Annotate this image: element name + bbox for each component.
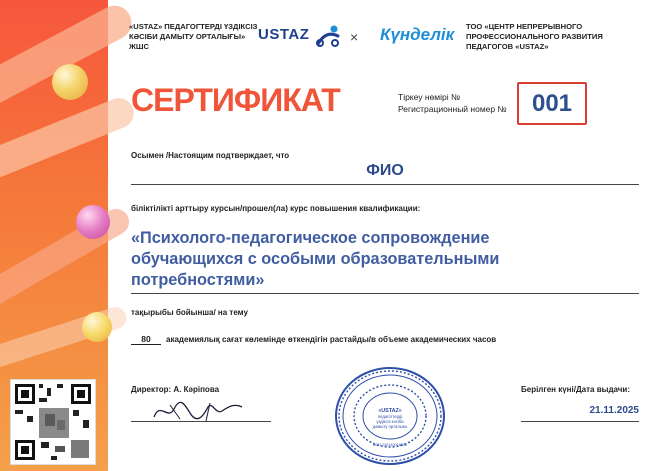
svg-text:БСН 240140018526: БСН 240140018526 <box>372 443 408 447</box>
svg-text:үздіксіз кәсіби: үздіксіз кәсіби <box>376 419 404 424</box>
kundelik-logo: Күнделік <box>380 25 455 44</box>
reg-label-ru: Регистрационный номер № <box>398 104 507 114</box>
reg-label-kz: Тіркеу нөмірі № <box>398 92 461 102</box>
svg-text:педагогтерді: педагогтерді <box>377 414 403 419</box>
course-title: «Психолого-педагогическое сопровождение обучающихся с особыми образовательными потребностями» <box>131 229 500 289</box>
yellow-ball-decoration <box>82 312 112 342</box>
course-underline <box>131 293 639 294</box>
certificate-title: СЕРТИФИКАТ <box>131 82 340 118</box>
registration-labels <box>398 91 507 115</box>
theme-label: тақырыбы бойынша/ на тему <box>131 308 248 317</box>
recipient-name: ФИО <box>366 162 404 179</box>
hours-value: 80 <box>131 334 161 345</box>
official-stamp <box>334 366 446 471</box>
ustaz-logo: USTAZ <box>258 26 310 43</box>
yellow-ball-decoration <box>52 64 88 100</box>
hours-text: академиялық сағат көлемінде өткендігін растайды/в объеме академических часов <box>166 335 497 344</box>
org-name-kz: «USTAZ» ПЕДАГОГТЕРДІ ҮЗДІКСІЗ КӘСІБИ ДАМЫТУ ОРТАЛЫҒЫ» ЖШС <box>129 22 258 51</box>
name-underline <box>131 184 639 185</box>
confirm-text: Осымен /Настоящим подтверждает, что <box>131 151 290 160</box>
issued-date: 21.11.2025 <box>589 405 639 416</box>
svg-text:«USTAZ»: «USTAZ» <box>378 408 402 414</box>
director-label: Директор: А. Кәріпова <box>131 385 220 394</box>
date-underline <box>521 421 639 422</box>
ribbon-decoration <box>0 304 129 377</box>
ribbon-decoration <box>0 94 138 197</box>
registration-number: 001 <box>517 82 587 125</box>
qr-code <box>10 379 96 465</box>
course-intro-text: біліктілікті арттыру курсын/прошел(ла) курс повышения квалификации: <box>131 204 421 213</box>
ribbon-decoration <box>0 204 134 322</box>
ustaz-person-icon <box>314 24 342 53</box>
director-underline <box>131 421 271 422</box>
issued-label: Берілген күні/Дата выдачи: <box>521 385 630 394</box>
pink-ball-decoration <box>76 205 110 239</box>
director-signature <box>150 397 250 430</box>
svg-text:дамыту орталығы: дамыту орталығы <box>372 424 408 429</box>
org-name-ru: ТОО «ЦЕНТР НЕПРЕРЫВНОГО ПРОФЕССИОНАЛЬНОГО РАЗВИТИЯ ПЕДАГОГОВ «USTAZ» <box>466 22 603 51</box>
partnership-sign: × <box>350 29 359 45</box>
